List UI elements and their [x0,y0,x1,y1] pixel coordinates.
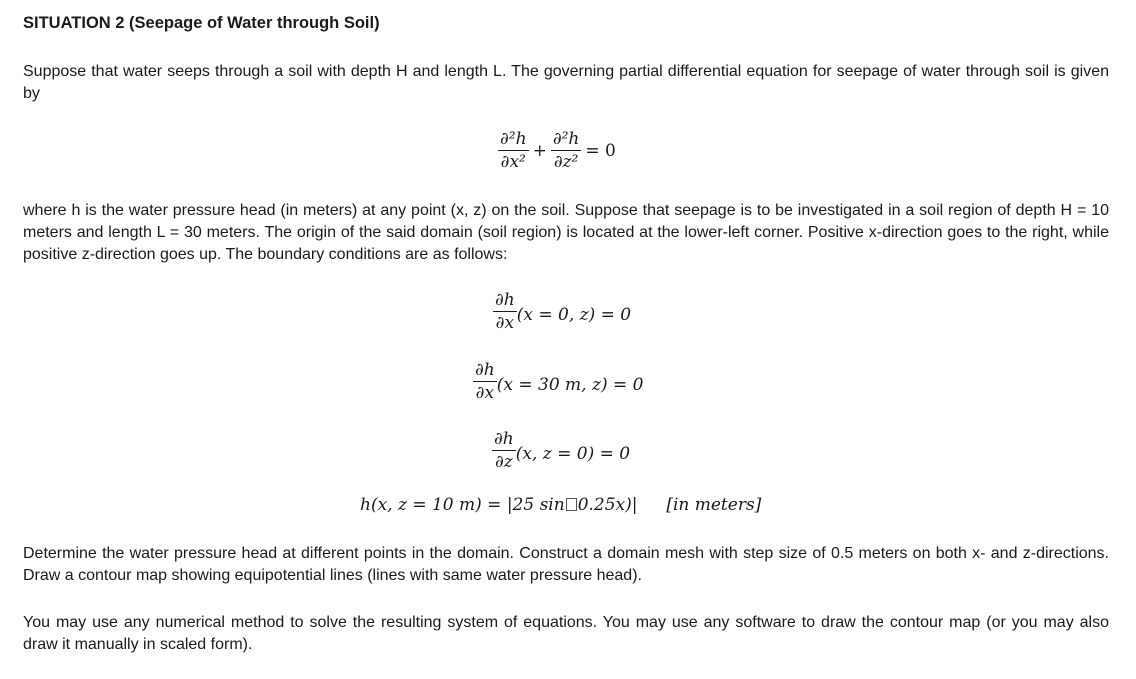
boundary-condition-3 [492,428,630,473]
description-paragraph: where h is the water pressure head (in meters) at any point (x, z) on the soil. Suppose that seepage is to be investigated in a soil region of depth H = 10 meters and length L = 30 meters. The origin of the said domain (soil region) is located at the lower-left corner. Positive x-direction goes to the right, while positive z-direction goes up. The boundary conditions are as follows: [23,202,1109,263]
plus-sign: + [532,140,547,161]
bc3-fraction [492,428,516,473]
top-condition-left: h(x, z = 10 m) = |25 sin [360,495,565,515]
bc1-denominator: ∂x [493,311,517,334]
intro-paragraph: Suppose that water seeps through a soil with depth H and length L. The governing partial differential equation for seepage of water through soil is given by [23,63,1109,102]
bc3-denominator: ∂z [492,450,516,473]
bc3-expression: (x, z = 0) = 0 [515,443,631,464]
term2-denominator: ∂z² [551,150,582,173]
term2-numerator: ∂²h [552,129,580,149]
task-paragraph: Determine the water pressure head at different points in the domain. Construct a domain mesh with step size of 0.5 meters on both x- and z-directions. Draw a contour map showing equipotential lines (lines with same water pressure head). [23,545,1109,584]
bc2-expression: (x = 30 m, z) = 0 [496,374,644,395]
term1-fraction [498,128,529,173]
bc3-numerator: ∂h [494,429,514,449]
bc2-numerator: ∂h [475,360,495,380]
term1-numerator: ∂²h [500,129,527,149]
term1-denominator: ∂x² [498,150,529,173]
boundary-condition-1 [493,289,631,334]
term2-fraction [551,128,582,173]
top-condition-right: 0.25x)| [577,495,638,515]
missing-glyph-icon [566,498,577,511]
governing-equation [498,128,620,173]
boundary-condition-2 [473,359,643,404]
note-paragraph: You may use any numerical method to solve the resulting system of equations. You may use any software to draw the contour map (or you may also draw it manually in scaled form). [23,614,1109,653]
bc1-expression: (x = 0, z) = 0 [516,304,632,325]
equation-rhs: = 0 [585,140,616,161]
top-boundary-condition [360,495,761,515]
bc2-denominator: ∂x [473,381,497,404]
situation-title: SITUATION 2 (Seepage of Water through Soil) [23,14,380,32]
top-condition-units: [in meters] [666,495,762,515]
bc1-fraction [493,289,517,334]
bc2-fraction [473,359,497,404]
bc1-numerator: ∂h [495,290,515,310]
